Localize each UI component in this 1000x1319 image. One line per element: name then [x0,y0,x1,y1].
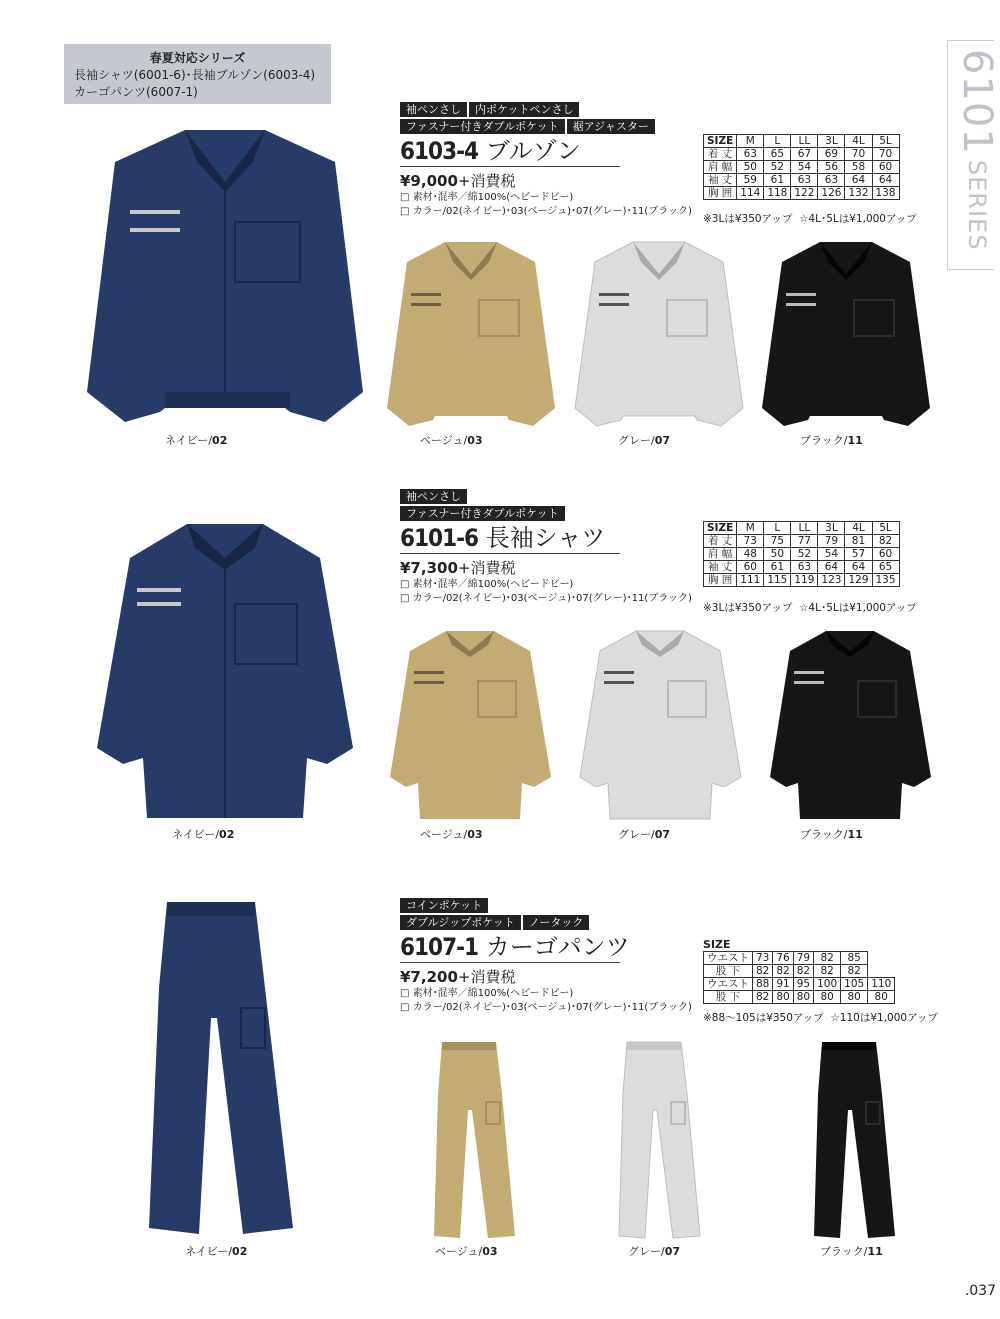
size-header: L [764,522,791,535]
size-cell: 63 [737,148,764,161]
variant-caption [420,432,483,448]
product-price [400,170,692,191]
size-cell: 60 [872,161,899,174]
variant-caption [172,826,234,842]
series-label-box [947,40,1000,270]
size-cell: 80 [841,991,868,1004]
variant-label: ブラック/ [800,828,848,841]
size-cell: 123 [818,574,845,587]
size-note [703,211,917,226]
size-cell: 110 [868,978,895,991]
size-cell: 56 [818,161,845,174]
size-cell: 60 [737,561,764,574]
size-cell: 52 [764,161,791,174]
product-info-cargo-pants [400,898,692,1015]
page-number-value: 037 [969,1283,996,1299]
size-cell: 122 [791,187,818,200]
size-cell: 114 [737,187,764,200]
size-cell: 57 [845,548,872,561]
product-title [400,523,620,554]
shirt-navy-image [95,518,355,823]
blouson-navy-image [85,122,365,432]
variant-caption [618,432,670,448]
variant-label: ブラック/ [820,1245,868,1258]
size-cell: 75 [764,535,791,548]
size-cell: 着 丈 [704,148,737,161]
variant-caption [185,1243,247,1259]
size-cell: 股 下 [704,991,753,1004]
price-value: ¥7,200 [400,968,458,986]
variant-caption [420,826,483,842]
variant-code: 07 [654,434,671,447]
size-cell: 129 [845,574,872,587]
feature-tag: コインポケット [400,898,488,913]
variant-code: 03 [467,828,483,841]
product-title [400,932,630,963]
size-cell: 132 [845,187,872,200]
size-cell: 80 [814,991,841,1004]
series-number: 6101 [954,49,1000,155]
size-cell [868,965,895,978]
size-cell: 76 [773,952,793,965]
feature-tag: 内ポケットペンさし [469,102,579,117]
size-cell: 胸 囲 [704,187,737,200]
variant-label: グレー/ [618,434,655,447]
size-cell: 111 [737,574,764,587]
size-header: 5L [872,522,899,535]
size-cell: 着 丈 [704,535,737,548]
variant-caption [820,1243,883,1259]
size-cell: 64 [845,174,872,187]
size-cell: 118 [764,187,791,200]
variant-label: ベージュ/ [435,1245,483,1258]
size-header: M [737,522,764,535]
product-code: 6107-1 [400,933,479,961]
size-cell: 65 [764,148,791,161]
size-cell: 115 [764,574,791,587]
variant-caption [800,826,863,842]
variant-label: ベージュ/ [420,828,468,841]
size-cell: 61 [764,561,791,574]
variant-code: 07 [664,1245,681,1258]
product-info-blouson [400,102,692,219]
size-cell: 65 [872,561,899,574]
feature-tag: 袖ペンさし [400,102,467,117]
variant-label: ネイビー/ [172,828,220,841]
variant-caption [165,432,227,448]
size-cell: 64 [818,561,845,574]
size-cell: 126 [818,187,845,200]
product-price [400,557,692,578]
feature-tag: ファスナー付きダブルポケット [400,119,565,134]
variant-caption [435,1243,498,1259]
variant-code: 03 [467,434,483,447]
size-cell: 股 下 [704,965,753,978]
size-cell: 48 [737,548,764,561]
size-cell: 64 [845,561,872,574]
size-note [703,600,917,615]
size-cell: 77 [791,535,818,548]
banner-title: 春夏対応シリーズ [149,51,246,65]
price-tax: +消費税 [457,559,516,577]
size-cell: 82 [753,991,773,1004]
size-cell: 105 [841,978,868,991]
size-cell: 50 [764,548,791,561]
size-cell: 袖 丈 [704,174,737,187]
pants-gray-image [617,1040,702,1240]
size-cell: 80 [793,991,813,1004]
size-header: SIZE [704,135,737,148]
size-table-cargo-pants [703,951,895,1004]
variant-caption [618,826,670,842]
size-cell: ウエスト [704,978,753,991]
size-cell: 59 [737,174,764,187]
size-cell: 138 [872,187,899,200]
color-spec: □ カラー/02(ネイビー)･03(ベージュ)･07(グレー)･11(ブラック) [400,1002,692,1013]
variant-code: 07 [654,828,671,841]
size-cell: 88 [753,978,773,991]
size-cell: 肩 幅 [704,548,737,561]
size-header: 4L [845,135,872,148]
size-cell: 52 [791,548,818,561]
size-note-2: ☆4L･5Lは¥1,000アップ [799,602,917,614]
size-cell: 67 [791,148,818,161]
size-cell: 肩 幅 [704,161,737,174]
size-cell: 81 [845,535,872,548]
shirt-black-image [768,627,933,822]
price-value: ¥7,300 [400,559,458,577]
size-cell: 119 [791,574,818,587]
size-header: LL [791,135,818,148]
size-cell: 100 [814,978,841,991]
size-cell: 95 [793,978,813,991]
size-note-2: ☆4L･5Lは¥1,000アップ [799,213,917,225]
size-cell: 91 [773,978,793,991]
variant-code: 03 [482,1245,498,1258]
pants-beige-image [432,1040,517,1240]
size-cell: 54 [791,161,818,174]
size-cell: 82 [793,965,813,978]
price-tax: +消費税 [457,172,516,190]
page-number: .037 [964,1283,996,1299]
feature-tag: ファスナー付きダブルポケット [400,506,565,521]
pants-navy-image [145,898,295,1238]
feature-tag: ノータック [523,915,590,930]
series-word: SERIES [963,159,991,251]
size-header: 4L [845,522,872,535]
variant-code: 02 [212,434,228,447]
product-price [400,966,692,987]
blouson-black-image [760,238,932,433]
product-title [400,136,620,167]
size-cell: 82 [841,965,868,978]
size-cell [868,952,895,965]
size-cell: 80 [868,991,895,1004]
size-table-blouson [703,134,900,200]
color-spec: □ カラー/02(ネイビー)･03(ベージュ)･07(グレー)･11(ブラック) [400,593,692,604]
size-note-1: ※88～105は¥350アップ [703,1012,824,1024]
size-note-1: ※3Lは¥350アップ [703,213,793,225]
size-header: 3L [818,522,845,535]
size-title: SIZE [703,938,731,951]
size-cell: 63 [791,561,818,574]
product-name: 長袖シャツ [485,524,606,552]
material-spec: □ 素材･混率／綿100%(ヘビードビー) [400,579,574,590]
blouson-beige-image [385,238,557,433]
variant-code: 02 [219,828,235,841]
product-name: カーゴパンツ [485,933,630,961]
variant-label: グレー/ [618,828,655,841]
size-cell: 70 [872,148,899,161]
size-cell: 80 [773,991,793,1004]
size-cell: 135 [872,574,899,587]
size-cell: 82 [753,965,773,978]
variant-code: 11 [867,1245,883,1258]
size-cell: 82 [814,952,841,965]
size-cell: 85 [841,952,868,965]
size-cell: 61 [764,174,791,187]
variant-code: 11 [847,828,863,841]
size-cell: 54 [818,548,845,561]
size-cell: 70 [845,148,872,161]
variant-caption [628,1243,680,1259]
pants-black-image [812,1040,897,1240]
size-cell: 79 [793,952,813,965]
variant-label: ネイビー/ [185,1245,233,1258]
product-name: ブルゾン [485,137,581,165]
size-cell: 82 [814,965,841,978]
size-cell: 73 [753,952,773,965]
size-cell: 82 [872,535,899,548]
size-cell: 79 [818,535,845,548]
size-cell: 64 [872,174,899,187]
material-spec: □ 素材･混率／綿100%(ヘビードビー) [400,192,574,203]
material-spec: □ 素材･混率／綿100%(ヘビードビー) [400,988,574,999]
size-note [703,1010,938,1025]
banner-line: 長袖シャツ(6001-6)･長袖ブルゾン(6003-4) [74,68,316,82]
size-cell: 73 [737,535,764,548]
size-note-2: ☆110は¥1,000アップ [830,1012,938,1024]
size-header: LL [791,522,818,535]
size-header: 3L [818,135,845,148]
size-header: SIZE [704,522,737,535]
size-table-shirt [703,521,900,587]
size-cell: 82 [773,965,793,978]
size-cell: 袖 丈 [704,561,737,574]
size-cell: 58 [845,161,872,174]
size-cell: ウエスト [704,952,753,965]
size-header: L [764,135,791,148]
variant-label: グレー/ [628,1245,665,1258]
blouson-gray-image [573,238,745,433]
size-header: M [737,135,764,148]
shirt-beige-image [388,627,553,822]
variant-code: 11 [847,434,863,447]
variant-label: ネイビー/ [165,434,213,447]
price-tax: +消費税 [457,968,516,986]
size-note-1: ※3Lは¥350アップ [703,602,793,614]
price-value: ¥9,000 [400,172,458,190]
size-cell: 69 [818,148,845,161]
variant-label: ブラック/ [800,434,848,447]
size-cell: 50 [737,161,764,174]
variant-label: ベージュ/ [420,434,468,447]
feature-tag: 袖ペンさし [400,489,467,504]
series-banner [64,44,331,104]
variant-code: 02 [232,1245,248,1258]
product-code: 6103-4 [400,137,479,165]
size-cell: 63 [791,174,818,187]
size-cell: 63 [818,174,845,187]
size-cell: 60 [872,548,899,561]
color-spec: □ カラー/02(ネイビー)･03(ベージュ)･07(グレー)･11(ブラック) [400,206,692,217]
feature-tag: 裾アジャスター [567,119,655,134]
shirt-gray-image [578,627,743,822]
product-info-shirt [400,489,692,606]
feature-tag: ダブルジップポケット [400,915,521,930]
variant-caption [800,432,863,448]
size-header: 5L [872,135,899,148]
banner-line: カーゴパンツ(6007-1) [74,85,198,99]
product-code: 6101-6 [400,524,479,552]
size-cell: 胸 囲 [704,574,737,587]
